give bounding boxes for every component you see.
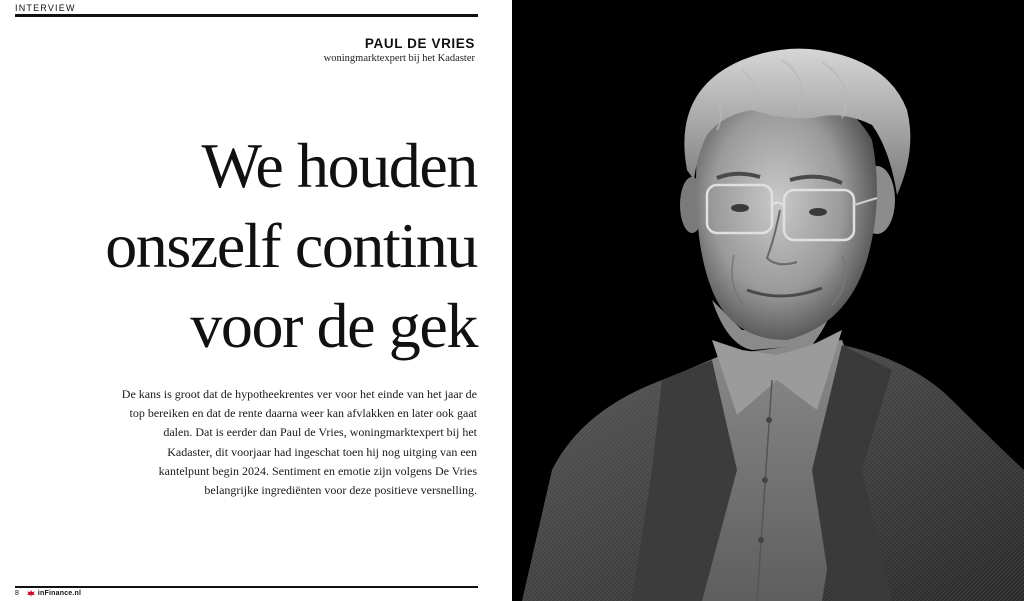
top-rule [15, 14, 478, 17]
site-name[interactable]: inFinance.nl [37, 590, 82, 597]
headline-line-1: We houden [201, 130, 477, 201]
headline-line-3: voor de gek [190, 290, 477, 361]
byline-role: woningmarktexpert bij het Kadaster [323, 53, 475, 64]
headline-line-2: onszelf continu [105, 210, 477, 281]
section-label: INTERVIEW [15, 3, 76, 13]
red-leaf-icon [27, 590, 35, 597]
portrait-photo [512, 0, 1024, 601]
bottom-rule [15, 586, 478, 588]
intro-paragraph: De kans is groot dat de hypotheekrentes ver voor het einde van het jaar de top bereiken en dat de rente daarna weer kan afvlakken en later ook gaat dalen. Dat is eerder dan Paul de Vries, woningmarktexpert bij het Kadaster, dit voorjaar had ingeschat toen hij nog uitging van een kantelpunt begin 2024. Sentiment en emotie zijn volgens De Vries belangrijke ingrediënten voor deze positieve versnelling. [121, 387, 477, 498]
portrait-illustration [512, 0, 1024, 601]
byline-name: PAUL DE VRIES [364, 36, 475, 51]
page-number: 8 [15, 590, 19, 597]
headline [37, 126, 477, 366]
byline [324, 36, 475, 65]
footer [15, 590, 81, 597]
